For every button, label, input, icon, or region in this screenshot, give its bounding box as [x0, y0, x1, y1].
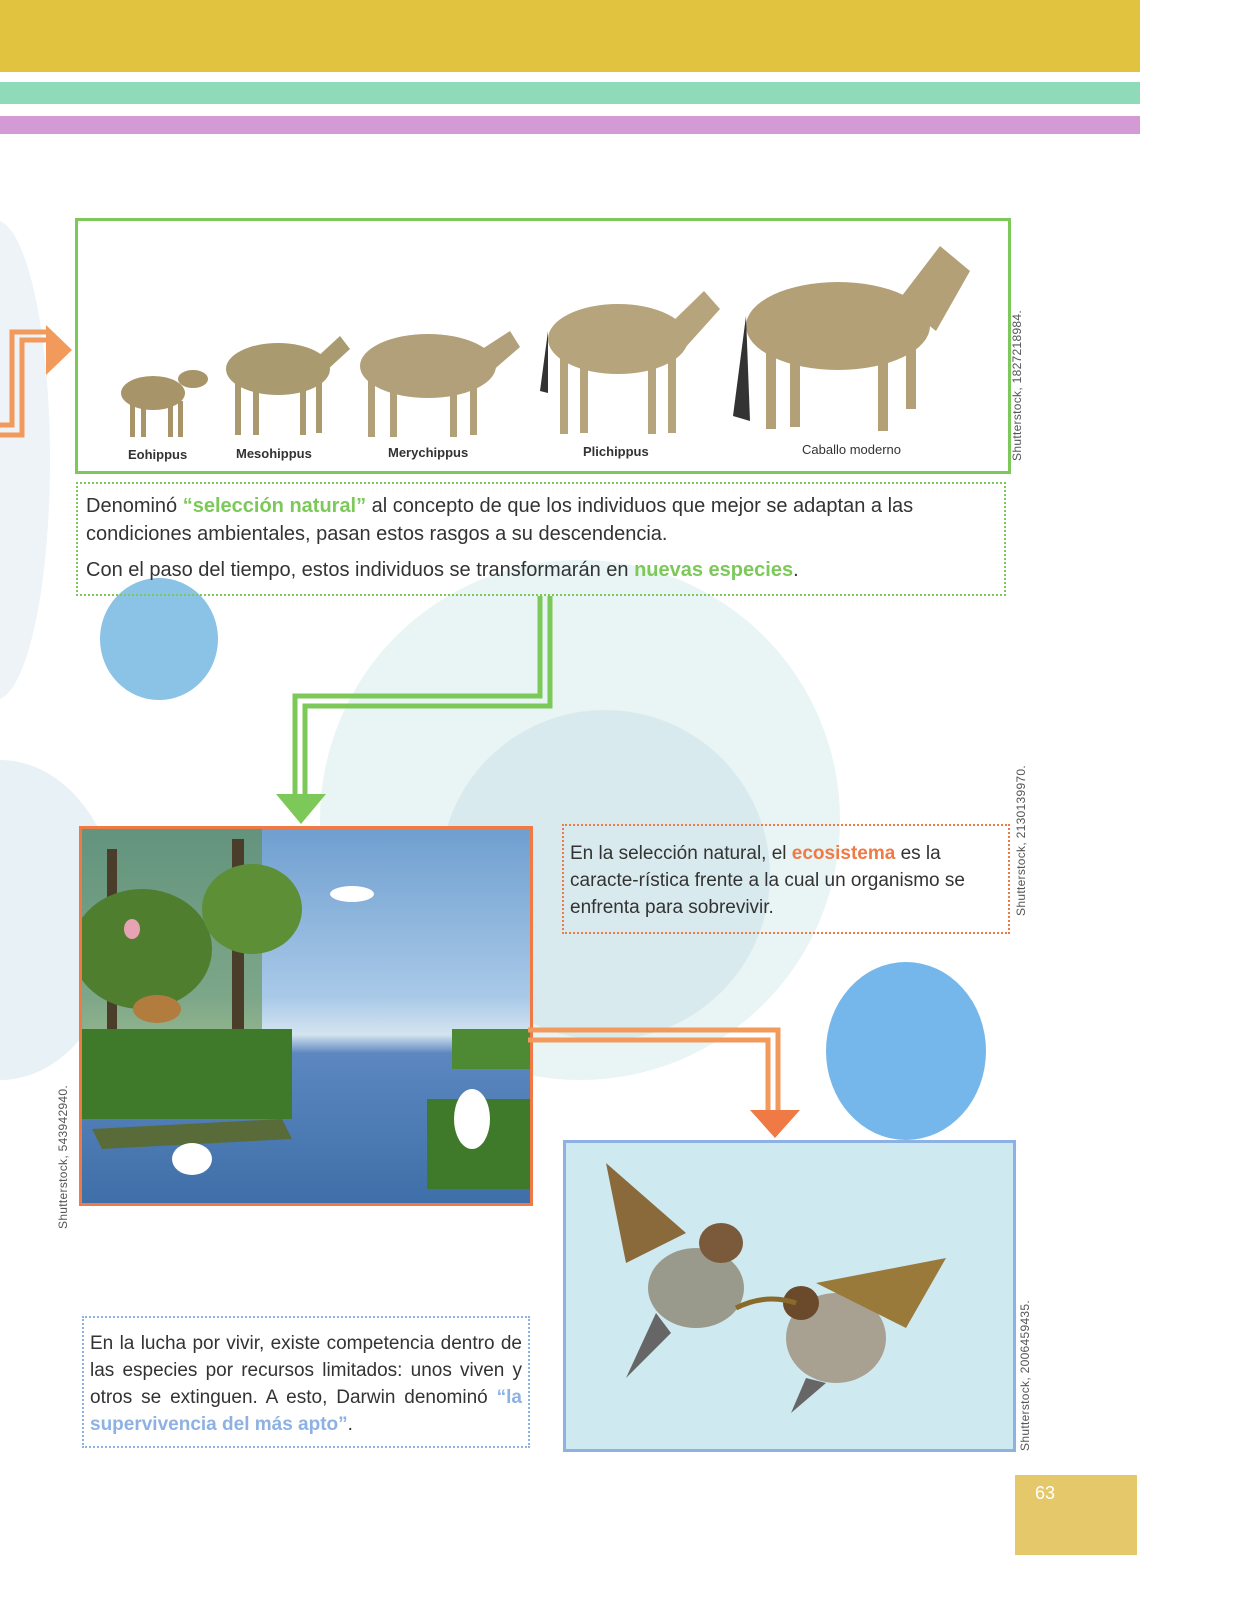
- horse-label-plichippus: Plichippus: [583, 444, 649, 459]
- keyword-new-species: nuevas especies: [634, 559, 794, 581]
- text-segment: es la caracte-rística frente a la cual un organismo se enfrenta para sobrevivir.: [570, 843, 965, 918]
- keyword-survival-fittest: “la supervivencia del más apto”: [90, 1387, 522, 1435]
- header-band-yellow: [0, 0, 1140, 72]
- horse-label-caballo-moderno: Caballo moderno: [802, 442, 902, 457]
- plichippus-illustration: [540, 291, 720, 434]
- horse-label-merychippus: Merychippus: [388, 445, 469, 460]
- text-segment: Denominó: [86, 495, 183, 517]
- natural-selection-paragraph-2: [86, 556, 996, 584]
- birds-illustration: [566, 1143, 1013, 1449]
- text-segment: Con el paso del tiempo, estos individuos se transformarán en: [86, 559, 635, 581]
- birds-competition-image: [563, 1140, 1016, 1452]
- keyword-natural-selection: “selección natural”: [182, 495, 367, 517]
- credit-swamp: Shutterstock, 543942940.: [56, 1085, 70, 1229]
- horse-evolution-figure: [75, 218, 1011, 474]
- horse-evolution-illustration: [78, 221, 1008, 471]
- merychippus-illustration: [360, 331, 520, 437]
- swamp-ecosystem-image: [79, 826, 533, 1206]
- swamp-illustration: [82, 829, 530, 1203]
- blue-circle-right: [826, 962, 986, 1140]
- natural-selection-textbox: [76, 482, 1006, 596]
- orange-arrow-connector: [528, 1022, 818, 1142]
- eohippus-illustration: [121, 370, 208, 437]
- header-band-purple: [0, 116, 1140, 134]
- text-segment: al concepto de que los individuos que mejor se adaptan a las condiciones ambientales, pasan estos rasgos a su descendencia.: [86, 495, 914, 545]
- page-number: 63: [1035, 1483, 1056, 1503]
- ecosystem-textbox: [562, 824, 1010, 934]
- header-band-green: [0, 82, 1140, 104]
- survival-textbox: [82, 1316, 530, 1448]
- keyword-ecosystem: ecosistema: [791, 843, 896, 864]
- natural-selection-paragraph-1: [86, 492, 996, 548]
- horse-label-eohippus: Eohippus: [128, 447, 188, 462]
- credit-horses: Shutterstock, 1827218984.: [1010, 310, 1024, 461]
- blue-circle-top: [100, 578, 218, 700]
- credit-middle: Shutterstock, 2130139970.: [1014, 765, 1028, 916]
- mesohippus-illustration: [226, 336, 350, 435]
- text-segment: En la selección natural, el: [570, 843, 792, 864]
- text-segment: .: [793, 559, 799, 581]
- credit-birds: Shutterstock, 2006459435.: [1018, 1300, 1032, 1451]
- text-segment: En la lucha por vivir, existe competencia dentro de las especies por recursos limitados: unos viven y otros se extinguen. A esto, Darwin denominó: [90, 1333, 522, 1408]
- bg-circle-top-left: [0, 220, 50, 700]
- page-number-tab: [1015, 1475, 1137, 1555]
- orange-arrow-left: [0, 320, 80, 450]
- horse-label-mesohippus: Mesohippus: [236, 446, 312, 461]
- text-segment: .: [347, 1414, 353, 1435]
- modern-horse-illustration: [733, 246, 970, 431]
- green-arrow-connector: [270, 596, 560, 826]
